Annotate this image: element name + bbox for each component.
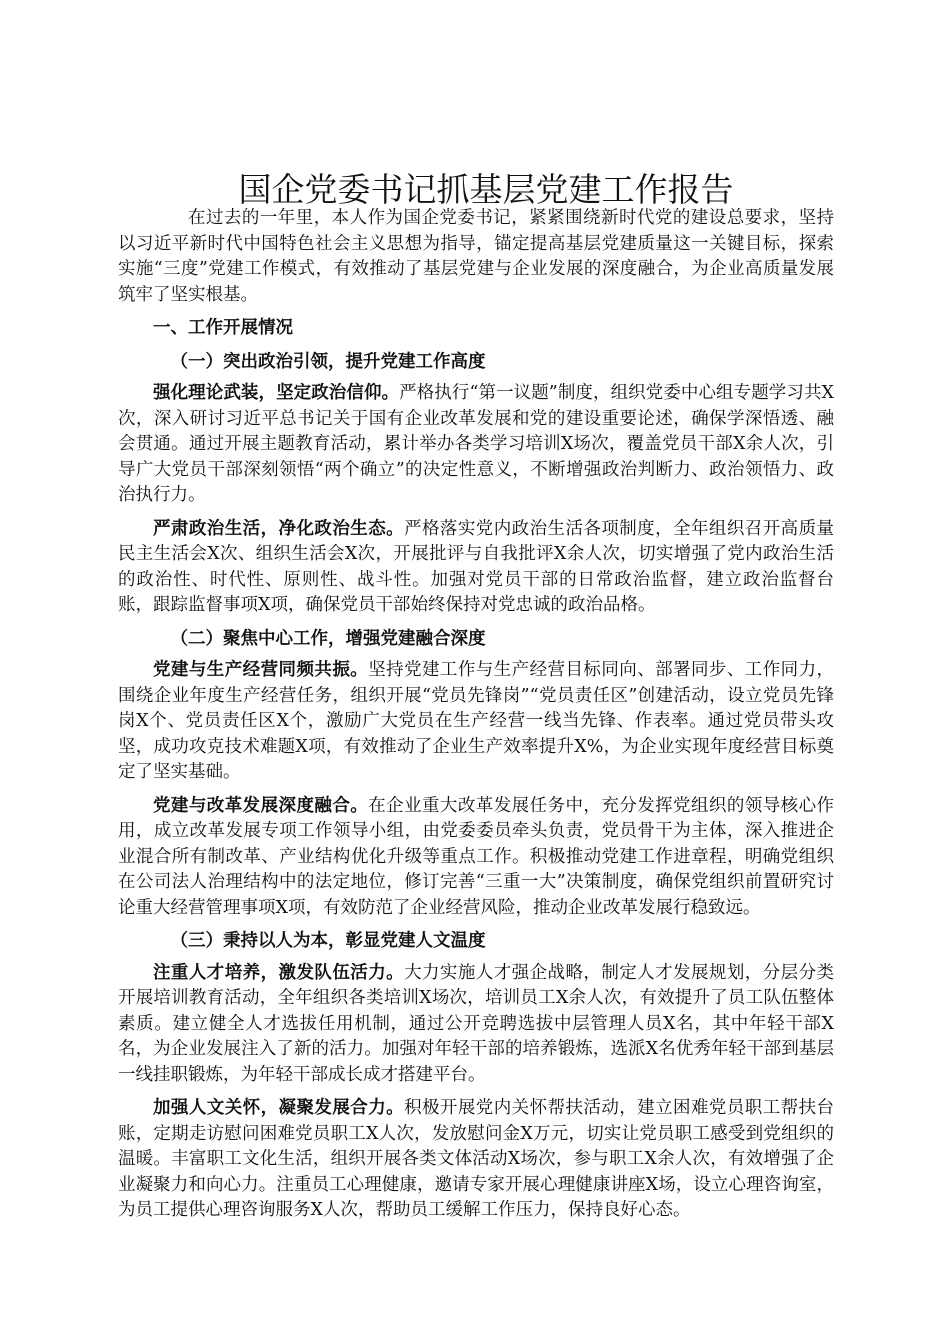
subsection-heading-1: （一）突出政治引领，提升党建工作高度 [170, 351, 486, 372]
paragraph-5-body: 大力实施人才强企战略，制定人才发展规划，分层分类开展培训教育活动，全年组织各类培训X场次，培训员工X余人次，有效提升了员工队伍整体素质。建立健全人才选拔任用机制，通过公开竞聘选拔中层管理人员X名，其中年轻干部X名，为企业发展注入了新的活力。加强对年轻干部的培养锻炼，选派X名优秀年轻干部到基层一线挂职锻炼，为年轻干部成长成才搭建平台。 [118, 962, 835, 1085]
paragraph-2-body: 严格落实党内政治生活各项制度，全年组织召开高质量民主生活会X次、组织生活会X次，开展批评与自我批评X余人次，切实增强了党内政治生活的政治性、时代性、原则性、战斗性。加强对党员干部的日常政治监督，建立政治监督台账，跟踪监督事项X项，确保党员干部始终保持对党忠诚的政治品格。 [118, 518, 835, 615]
section-heading: 一、工作开展情况 [153, 318, 293, 338]
intro-paragraph: 在过去的一年里，本人作为国企党委书记，紧紧围绕新时代党的建设总要求，坚持以习近平新时代中国特色社会主义思想为指导，锚定提高基层党建质量这一关键目标，探索实施“三度”党建工作模式，有效推动了基层党建与企业发展的深度融合，为企业高质量发展筑牢了坚实根基。 [118, 208, 834, 305]
paragraph-1-body: 严格执行“第一议题”制度，组织党委中心组专题学习共X次，深入研讨习近平总书记关于国有企业改革发展和党的建设重要论述，确保学深悟透、融会贯通。通过开展主题教育活动，累计举办各类学习培训X场次，覆盖党员干部X余人次，引导广大党员干部深刻领悟“两个确立”的决定性意义，不断增强政治判断力、政治领悟力、政治执行力。 [118, 383, 835, 505]
paragraph-2-lead: 严肃政治生活，净化政治生态。 [153, 518, 405, 539]
paragraph-6 [118, 1096, 834, 1224]
paragraph-3-lead: 党建与生产经营同频共振。 [153, 660, 369, 680]
paragraph-6-body: 积极开展党内关怀帮扶活动，建立困难党员职工帮扶台账，定期走访慰问困难党员职工X人次，发放慰问金X万元，切实让党员职工感受到党组织的温暖。丰富职工文化生活，组织开展各类文体活动X场次，参与职工X余人次，有效增强了企业凝聚力和向心力。注重员工心理健康，邀请专家开展心理健康讲座X场，设立心理咨询室，为员工提供心理咨询服务X人次，帮助员工缓解工作压力，保持良好心态。 [118, 1098, 835, 1220]
paragraph-2 [118, 517, 834, 619]
paragraph-4-body: 在企业重大改革发展任务中，充分发挥党组织的领导核心作用，成立改革发展专项工作领导小组，由党委委员牵头负责，党员骨干为主体，深入推进企业混合所有制改革、产业结构优化升级等重点工作。积极推动党建工作进章程，明确党组织在公司法人治理结构中的法定地位，修订完善“三重一大”决策制度，确保党组织前置研究讨论重大经营管理事项X项，有效防范了企业经营风险，推动企业改革发展行稳致远。 [118, 795, 835, 918]
paragraph-4-lead: 党建与改革发展深度融合。 [153, 795, 369, 816]
document-title: 国企党委书记抓基层党建工作报告 [238, 170, 734, 209]
paragraph-5-lead: 注重人才培养，激发队伍活力。 [153, 962, 405, 983]
subsection-heading-2: （二）聚焦中心工作，增强党建融合深度 [170, 628, 486, 649]
subsection-heading-3: （三）秉持以人为本，彰显党建人文温度 [170, 931, 486, 951]
paragraph-6-lead: 加强人文关怀，凝聚发展合力。 [153, 1098, 405, 1118]
paragraph-3-body: 坚持党建工作与生产经营目标同向、部署同步、工作同力，围绕企业年度生产经营任务，组织开展“党员先锋岗”“党员责任区”创建活动，设立党员先锋岗X个、党员责任区X个，激励广大党员在生产经营一线当先锋、作表率。通过党员带头攻坚，成功攻克技术难题X项，有效推动了企业生产效率提升X%，为企业实现年度经营目标奠定了坚实基础。 [118, 660, 835, 782]
document-page [118, 170, 834, 1224]
paragraph-5 [118, 961, 834, 1089]
paragraph-4 [118, 794, 834, 922]
paragraph-1-lead: 强化理论武装，坚定政治信仰。 [153, 383, 400, 403]
paragraph-1 [118, 381, 834, 509]
paragraph-3 [118, 658, 834, 786]
